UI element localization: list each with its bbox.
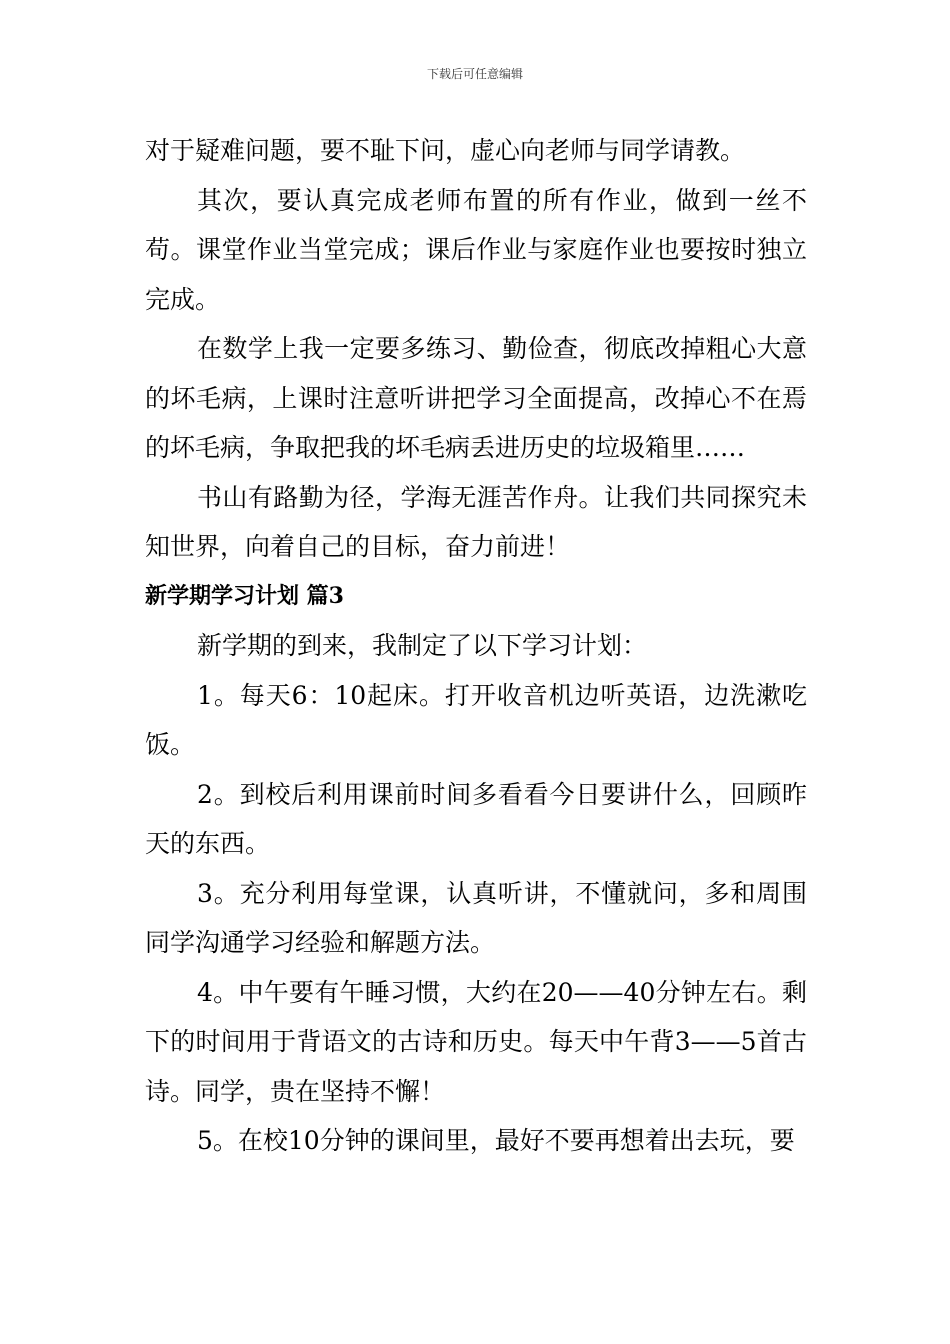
paragraph-3: 在数学上我一定要多练习、勤俭查，彻底改掉粗心大意的坏毛病，上课时注意听讲把学习全面提高，改掉心不在焉的坏毛病，争取把我的坏毛病丢进历史的垃圾箱里…… — [145, 334, 807, 462]
page-header: 下载后可任意编辑 — [426, 67, 523, 81]
paragraph-1: 对于疑难问题，要不耻下问，虚心向老师与同学请教。 — [145, 136, 746, 165]
section-heading: 新学期学习计划 篇3 — [145, 582, 344, 609]
plan-item-5: 5。在校10分钟的课间里，最好不要再想着出去玩，要 — [197, 1126, 795, 1155]
plan-item-3: 3。充分利用每堂课，认真听讲，不懂就问，多和周围同学沟通学习经验和解题方法。 — [145, 878, 807, 957]
document-body — [145, 126, 807, 1166]
plan-item-1: 1。每天6：10起床。打开收音机边听英语，边洗漱吃饭。 — [145, 680, 807, 759]
paragraph-2: 其次，要认真完成老师布置的所有作业，做到一丝不苟。课堂作业当堂完成；课后作业与家庭作业也要按时独立完成。 — [145, 185, 807, 314]
plan-item-2: 2。到校后利用课前时间多看看今日要讲什么，回顾昨天的东西。 — [145, 779, 807, 858]
plan-item-4: 4。中午要有午睡习惯，大约在20——40分钟左右。剩下的时间用于背语文的古诗和历史。每天中午背3——5首古诗。同学，贵在坚持不懈！ — [145, 977, 807, 1106]
plan-intro: 新学期的到来，我制定了以下学习计划： — [197, 631, 648, 660]
paragraph-4: 书山有路勤为径，学海无涯苦作舟。让我们共同探究未知世界，向着自己的目标，奋力前进！ — [145, 482, 807, 561]
